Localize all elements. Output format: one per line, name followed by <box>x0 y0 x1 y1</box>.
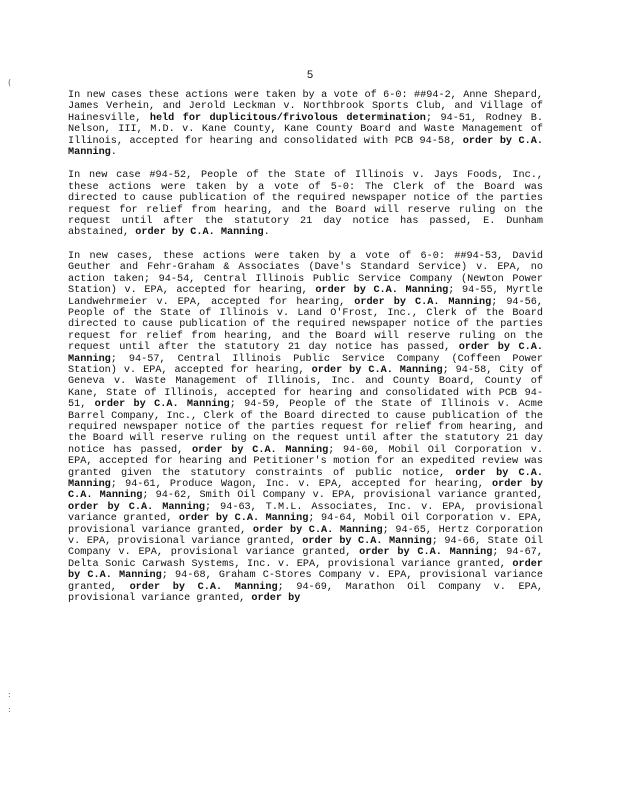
text-run: In new cases these actions were taken by a vote of 6-0: ##94-2, Anne Shepard, James Verhein, and Jerold Leckman v. Northbrook Sports Club, and Village of Hainesville, <box>68 90 543 124</box>
bold-text: order by C.A. Manning <box>135 227 264 239</box>
bold-text: order by C.A. Manning <box>68 135 543 159</box>
bold-text: order by C.A. Manning <box>302 536 432 548</box>
text-run: ; 94-61, Produce Wagon, Inc. v. EPA, accepted for hearing, <box>110 479 493 490</box>
text-run: In new cases, these actions were taken by a vote of 6-0: ##94-53, David Geuther and Fehr-Graham & Associates (Dave's Standard Service) v. EPA, no action taken; 94-54, Central Illinois Public Service Company (Newton Power Station) v. EPA, accepted for hearing, <box>68 250 543 297</box>
paragraph <box>68 90 543 158</box>
bold-text: order by C.A. Manning <box>178 513 309 525</box>
bold-text: order by C.A. Manning <box>68 479 543 502</box>
text-run: ; 94-56, People of the State of Illinois v. Land O'Frost, Inc., Clerk of the Board directed to cause publication of the required newspaper notice of the parties request for relief from hearing, and the Board will reserve ruling on the request until after the statutory 21 day notice has passed, <box>68 296 543 354</box>
text-run: ; 94-69, Marathon Oil Company v. EPA, provisional variance granted, <box>68 581 543 605</box>
bold-text: order by C.A. Manning <box>68 467 543 490</box>
bold-text: order by C.A. Manning <box>354 296 492 308</box>
text-run: ; 94-55, Myrtle Landwehrmeier v. EPA, accepted for hearing, <box>68 285 543 308</box>
scan-mark: : <box>8 705 11 714</box>
text-run: ; 94-67, Delta Sonic Carwash Systems, Inc. v. EPA, provisional variance granted, <box>68 547 543 570</box>
text-run: ; 94-62, Smith Oil Company v. EPA, provisional variance granted, <box>142 490 543 502</box>
bold-text: order by <box>251 593 301 605</box>
text-run: . <box>263 227 270 239</box>
text-run: ; 94-63, T.M.L. Associates, Inc. v. EPA, provisional variance granted, <box>68 501 543 525</box>
bold-text: order by C.A. Manning <box>68 558 543 582</box>
scan-mark: ( <box>8 78 12 87</box>
paragraph <box>68 251 543 605</box>
body-text <box>68 90 543 616</box>
text-run: ; 94-65, Hertz Corporation v. EPA, provisional variance granted, <box>68 524 544 548</box>
bold-text: order by C.A. Manning <box>129 581 278 593</box>
scan-mark: : <box>8 690 11 699</box>
bold-text: order by C.A. Manning <box>68 342 543 365</box>
bold-text: order by C.A. Manning <box>94 399 230 411</box>
bold-text: order by C.A. Manning <box>191 444 329 456</box>
bold-text: order by C.A. Manning <box>252 524 383 536</box>
text-run: ; 94-51, Rodney B. Nelson, III, M.D. v. Kane County, Kane County Board and Waste Management of Illinois, accepted for hearing and consolidated with PCB 94-58, <box>68 112 543 147</box>
text-run: . <box>110 147 117 159</box>
text-run: ; 94-64, Mobil Oil Corporation v. EPA, provisional variance granted, <box>68 513 543 536</box>
page-number: 5 <box>306 70 314 82</box>
text-run: In new case #94-52, People of the State of Illinois v. Jays Foods, Inc., these actions were taken by a vote of 5-0: The Clerk of the Board was directed to cause publication of the required newspaper notice of the parties request for relief from hearing, and the Board will reserve ruling on the request until after the statutory 21 day notice has passed, E. Dunham abstained, <box>68 170 543 239</box>
paragraph <box>68 170 543 238</box>
text-run: ; 94-58, City of Geneva v. Waste Management of Illinois, Inc. and County Board, County of Kane, State of Illinois, accepted for hearing and consolidated with PCB 94-51, <box>68 364 543 411</box>
bold-text: order by C.A. Manning <box>68 501 205 513</box>
bold-text: order by C.A. Manning <box>311 364 443 376</box>
text-run: ; 94-59, People of the State of Illinois v. Acme Barrel Company, Inc., Clerk of the Board directed to cause publication of the required newspaper notice of the parties request for relief from hearing, and the Board will reserve ruling on the request until after the statutory 21 day notice has passed, <box>68 399 543 456</box>
text-run: ; 94-68, Graham C-Stores Company v. EPA, provisional variance granted, <box>68 570 543 593</box>
text-run: ; 94-66, State Oil Company v. EPA, provisional variance granted, <box>68 536 543 559</box>
bold-text: held for duplicitous/frivolous determination <box>149 112 426 124</box>
bold-text: order by C.A. Manning <box>359 547 493 559</box>
text-run: ; 94-57, Central Illinois Public Service Company (Coffeen Power Station) v. EPA, accepted for hearing, <box>68 353 543 376</box>
text-run: ; 94-60, Mobil Oil Corporation v. EPA, accepted for hearing and Petitioner's motion for an expedited review was granted given the statutory constraints of public notice, <box>68 444 543 479</box>
bold-text: order by C.A. Manning <box>315 285 449 297</box>
